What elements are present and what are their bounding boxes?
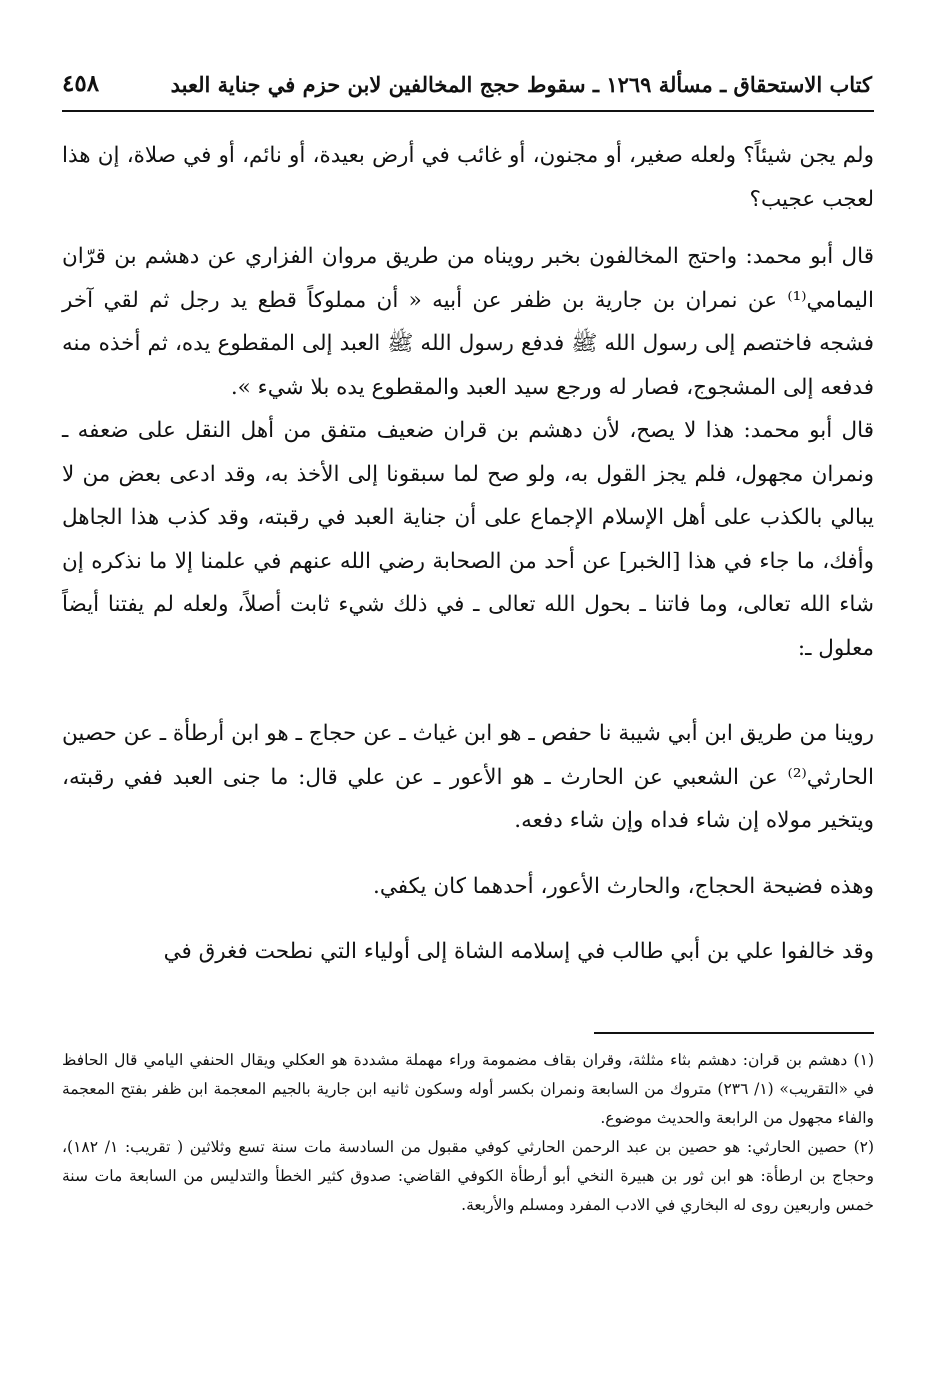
header-title: كتاب الاستحقاق ـ مسألة ١٢٦٩ ـ سقوط حجج المخالفين لابن حزم في جناية العبد: [170, 72, 872, 97]
page-number: ٤٥٨: [62, 70, 100, 97]
footnote-marker: (١): [853, 1051, 874, 1069]
footnote-text: حصين الحارثي: هو حصين بن عبد الرحمن الحارثي كوفي مقبول من السادسة مات سنة تسع وثلاثين ( تقريب: ١/ ١٨٢)، وحجاج بن ارطأة: هو ابن ثور بن هبيرة النخي أبو أرطأة الكوفي القاضي: صدوق كثير الخطأ والتدليس من السابعة مات سنة خمس واربعين روى له البخاري في الادب المفرد ومسلم والأربعة.: [62, 1138, 874, 1214]
footnote-divider: [594, 1032, 874, 1034]
running-header: [62, 66, 872, 110]
footnotes: [62, 1046, 874, 1220]
footnote: [62, 1133, 874, 1220]
paragraph: ولم يجن شيئاً؟ ولعله صغير، أو مجنون، أو غائب في أرض بعيدة، أو نائم، أو في صلاة، إن هذا لعجب عجيب؟: [62, 143, 874, 212]
paragraph: قال أبو محمد: هذا لا يصح، لأن دهشم بن قران ضعيف متفق من أهل النقل على ضعفه ـ ونمران مجهول، فلم يجز القول به، ولو صح لما سبقونا إلى الأخذ به، وقد ادعى بعض من لا يبالي بالكذب على أهل الإسلام الإجماع على أن جناية العبد في رقبته، وقد كذب هذا الجاهل وأفك، ما جاء في هذا [الخبر] عن أحد من الصحابة رضي الله عنهم في علمنا إلا ما نذكره إن شاء الله تعالى، وما فاتنا ـ بحول الله تعالى ـ في ذلك شيء ثابت أصلاً، ولعله لم يفتنا أيضاً معلول ـ:: [62, 418, 874, 661]
paragraph: روينا من طريق ابن أبي شيبة نا حفص ـ هو ابن غياث ـ عن حجاج ـ هو ابن أرطأة ـ عن حصين الحارثي⁽²⁾ عن الشعبي عن الحارث ـ هو الأعور ـ عن علي قال: ما جنى العبد ففي رقبته، ويتخير مولاه إن شاء فداه وإن شاء دفعه.: [62, 721, 874, 833]
paragraph: قال أبو محمد: واحتج المخالفون بخبر رويناه من طريق مروان الفزاري عن دهشم بن قرّان اليمامي⁽¹⁾ عن نمران بن جارية بن ظفر عن أبيه « أن مملوكاً قطع يد رجل ثم لقي آخر فشجه فاختصم إلى رسول الله ﷺ فدفع رسول الله ﷺ العبد إلى المقطوع يده، ثم أخذه منه فدفعه إلى المشجوج، فصار له ورجع سيد العبد والمقطوع يده بلا شيء ».: [62, 244, 874, 400]
main-text: [62, 134, 874, 974]
header-divider: [62, 110, 874, 112]
footnote-text: دهشم بن قران: دهشم بثاء مثلثة، وقران بقاف مضمومة وراء مهملة مشددة هو العكلي ويقال الحنفي اليامي قال الحافظ في «التقريب» (١/ ٢٣٦) متروك من السابعة ونمران بكسر أوله وسكون ثانيه ابن جارية بالجيم المعجمة ابن ظفر بفتح المعجمة والفاء مجهول من الرابعة والحديث موضوع.: [62, 1051, 874, 1127]
paragraph: وهذه فضيحة الحجاج، والحارث الأعور، أحدهما كان يكفي.: [373, 873, 874, 899]
footnote-marker: (٢): [853, 1138, 875, 1156]
paragraph: وقد خالفوا علي بن أبي طالب في إسلامه الشاة إلى أولياء التي نطحت فغرق في: [163, 939, 874, 964]
footnote: [62, 1046, 874, 1133]
